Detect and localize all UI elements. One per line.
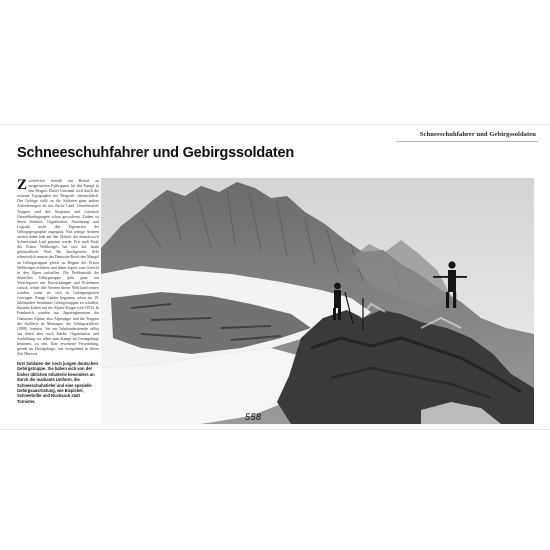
article-body-text: weifelsfrei bestellt ein Bedarf an ausgerüsteten Fußtruppen für den Kampf in den Bergen. Dieser Umstand wird durch die extreme Topographie der Bergwelt offensichtlich. Das Gebirge stellt an die Soldaten ganz andere Anforderungen als das flache Land. Unverbesserte Truppen sind den Strapazen und extremen Umweltbedingungen schon gewachsen. Zudem ist deren Struktur, Organisation, Ausrüstung und Logistik nicht den Eigenarten der Gebirgsgeographie angepasst. Nur wenige Armeen setzten daher früh auf den Skilauf, der damals noch Schneeschuh-Lauf genannt wurde. Erst nach Ende des Ersten Weltkrieges hat sich das heute gebräuchliche Wort Ski durchgesetzt. Sehr schmerzlich musste das Deutsche Reich den Mangel an Gebirgstruppen gleich zu Beginn des Ersten Weltkrieges erfahren und daher eigens zum Gefecht in den Alpen aufstellen. Die Problematik der deutschen Gebirgstruppe geht ganz zur Vorkriegszeit mit Entwicklungen und Problemen zurück, wobei alle Armeen dieser Welt konfrontiert wurden, wenn sie sich in Gebirgsregionen vorwagen. Einige Länder begannen schon im 19. Jahrhundert bestimmte Gebirgstruppen zu schaffen, darunter Italien mit der Alpini-Truppe (seit 1872). In Frankreich wurden aus Jägerregimentern die Chasseurs Alpins, also Alpenjäger und die Truppen der Artillerie de Montagne, der Gebirgsartillerie (1888) formiert. Sie zur Jahrhundertwende selbst aus ihnen aber nach Stärke, Organisation und Ausbildung vor allem zum Kampf im Grenzgebirge bestimmt, zu sein. Eine erweiterte Verwendung, gerade im Hochgebirge, war weitgehend in dieser Zeit Hinweis. — [17, 179, 99, 357]
header-rule — [396, 141, 538, 142]
mountain-photo-illustration — [101, 178, 534, 424]
article-body — [17, 179, 99, 379]
photo-caption: Drei Soldaten der noch jungen deutschen Gebirgstruppe. Sie haben sich von der bisher üblichen Infanterie besonders an durch die markante Uniform, die Schneeschuhstiefel und eine spezielle Gebirgsausrüstung, wie Eispickel, Schneebrille und Rucksack statt Tornister. — [17, 361, 98, 404]
drop-cap: Z — [17, 179, 28, 193]
chapter-title: Schneeschuhfahrer und Gebirgssoldaten — [17, 145, 295, 161]
plate-number: 558 — [245, 412, 262, 422]
running-head: Schneeschuhfahrer und Gebirgssoldaten — [419, 131, 536, 138]
book-spread — [0, 124, 550, 430]
mountain-photo — [101, 178, 534, 424]
